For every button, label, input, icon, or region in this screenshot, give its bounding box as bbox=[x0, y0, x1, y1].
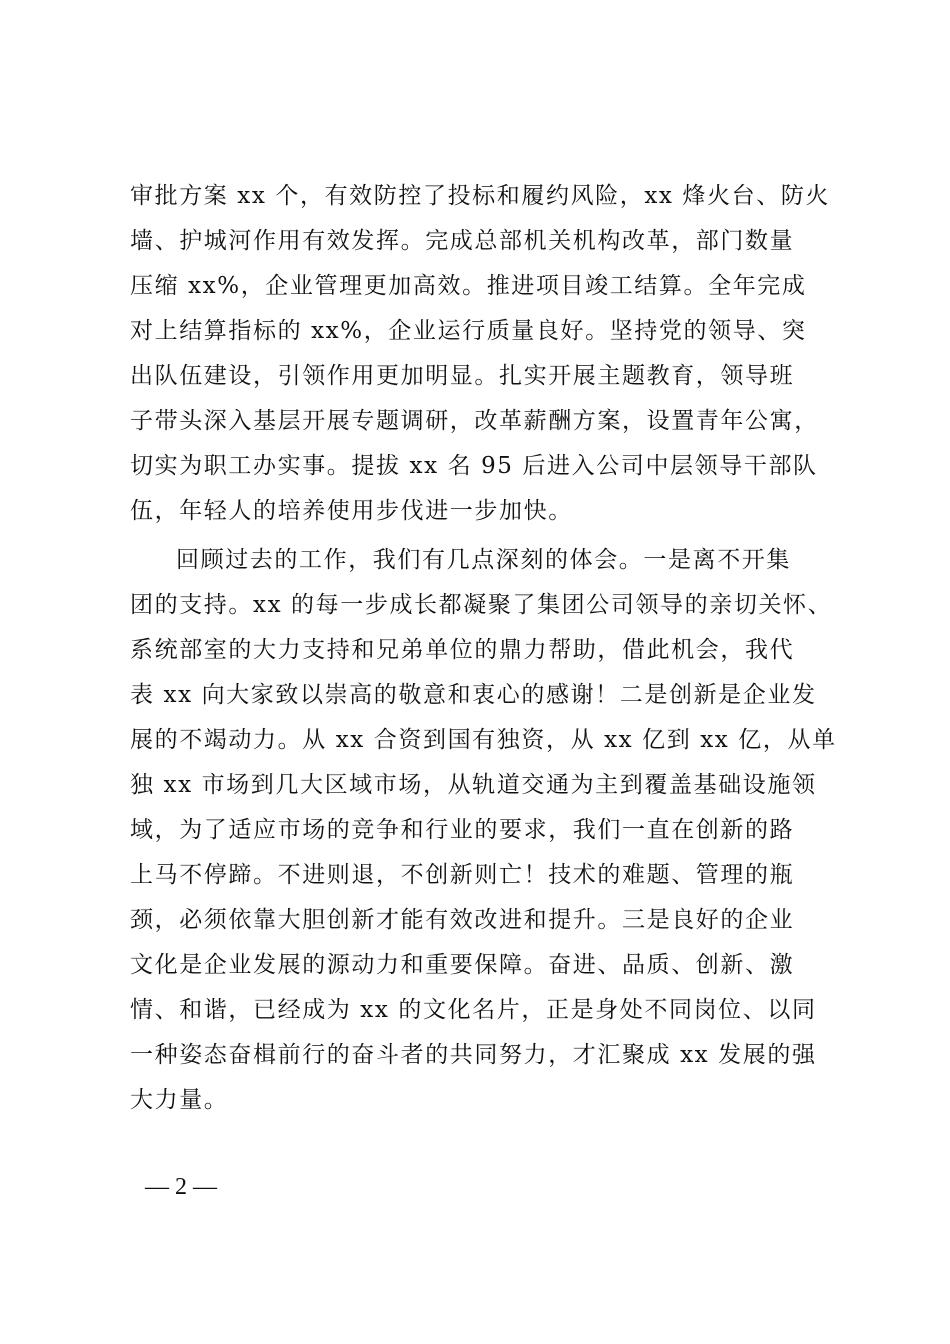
paragraph-2-line: 情、和谐，已经成为 xx 的文化名片，正是身处不同岗位、以同 bbox=[130, 997, 817, 1023]
paragraph-1-line: 压缩 xx%，企业管理更加高效。推进项目竣工结算。全年完成 bbox=[130, 273, 807, 299]
paragraph-1-line: 对上结算指标的 xx%，企业运行质量良好。坚持党的领导、突 bbox=[130, 318, 807, 344]
paragraph-1-line: 出队伍建设，引领作用更加明显。扎实开展主题教育，领导班 bbox=[130, 363, 795, 389]
paragraph-2-line: 表 xx 向大家致以崇高的敬意和衷心的感谢！二是创新是企业发 bbox=[130, 682, 817, 708]
paragraph-1-line: 切实为职工办实事。提拔 xx 名 95 后进入公司中层领导干部队 bbox=[130, 453, 818, 479]
paragraph-2-line: 团的支持。xx 的每一步成长都凝聚了集团公司领导的亲切关怀、 bbox=[130, 592, 833, 618]
paragraph-1-line: 子带头深入基层开展专题调研，改革薪酬方案，设置青年公寓， bbox=[130, 408, 819, 434]
paragraph-2-line: 大力量。 bbox=[130, 1087, 229, 1113]
paragraph-2-line: 上马不停蹄。不进则退，不创新则亡！技术的难题、管理的瓶 bbox=[130, 862, 795, 888]
paragraph-2-line: 回顾过去的工作，我们有几点深刻的体会。一是离不开集 bbox=[176, 547, 791, 573]
paragraph-2-line: 颈，必须依靠大胆创新才能有效改进和提升。三是良好的企业 bbox=[130, 907, 795, 933]
paragraph-2-line: 展的不竭动力。从 xx 合资到国有独资，从 xx 亿到 xx 亿，从单 bbox=[130, 727, 837, 753]
page-number: — 2 — bbox=[145, 1174, 217, 1200]
paragraph-2-line: 一种姿态奋楫前行的奋斗者的共同努力，才汇聚成 xx 发展的强 bbox=[130, 1042, 817, 1068]
paragraph-2-line: 独 xx 市场到几大区域市场，从轨道交通为主到覆盖基础设施领 bbox=[130, 772, 817, 798]
paragraph-2 bbox=[130, 538, 835, 1123]
document-body bbox=[130, 174, 835, 1123]
paragraph-1-line: 审批方案 xx 个，有效防控了投标和履约风险，xx 烽火台、防火 bbox=[130, 183, 831, 209]
paragraph-2-line: 文化是企业发展的源动力和重要保障。奋进、品质、创新、激 bbox=[130, 952, 795, 978]
paragraph-2-line: 域，为了适应市场的竞争和行业的要求，我们一直在创新的路 bbox=[130, 817, 795, 843]
paragraph-1 bbox=[130, 174, 835, 534]
paragraph-2-line: 系统部室的大力支持和兄弟单位的鼎力帮助，借此机会，我代 bbox=[130, 637, 795, 663]
paragraph-1-line: 墙、护城河作用有效发挥。完成总部机关机构改革，部门数量 bbox=[130, 228, 795, 254]
paragraph-1-line: 伍，年轻人的培养使用步伐进一步加快。 bbox=[130, 498, 573, 524]
